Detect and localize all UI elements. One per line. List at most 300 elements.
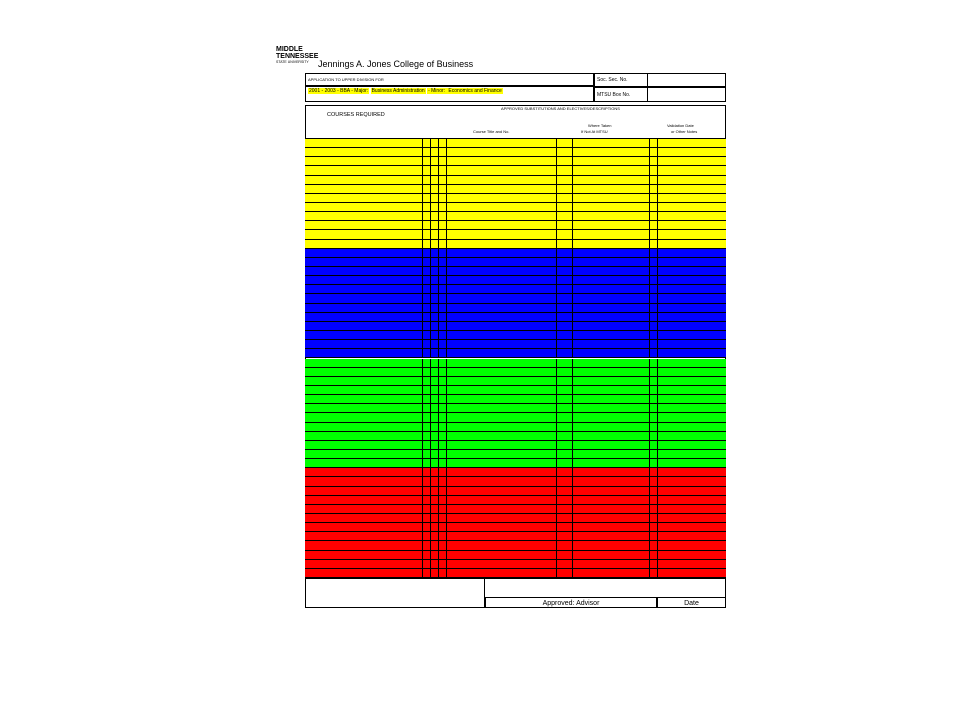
- grid-line: [649, 514, 650, 522]
- grid-line: [446, 322, 447, 330]
- logo-line1: MIDDLE: [276, 46, 303, 53]
- table-row[interactable]: [305, 267, 726, 276]
- grid-line: [572, 496, 573, 504]
- grid-line: [657, 413, 658, 421]
- table-row[interactable]: [305, 212, 726, 221]
- grid-line: [422, 267, 423, 275]
- grid-line: [657, 459, 658, 467]
- grid-line: [556, 496, 557, 504]
- grid-line: [422, 505, 423, 513]
- grid-line: [438, 560, 439, 568]
- grid-line: [657, 395, 658, 403]
- table-row[interactable]: [305, 432, 726, 441]
- grid-line: [556, 477, 557, 485]
- grid-line: [422, 368, 423, 376]
- table-row[interactable]: [305, 551, 726, 560]
- grid-line: [572, 377, 573, 385]
- grid-line: [572, 322, 573, 330]
- grid-line: [572, 294, 573, 302]
- table-row[interactable]: [305, 230, 726, 239]
- grid-line: [438, 258, 439, 266]
- grid-line: [422, 285, 423, 293]
- table-row[interactable]: [305, 304, 726, 313]
- program-prefix: 2001 - 2003 - BBA - Major:: [309, 88, 369, 94]
- grid-line: [422, 322, 423, 330]
- grid-line: [422, 413, 423, 421]
- grid-line: [657, 523, 658, 531]
- table-row[interactable]: [305, 496, 726, 505]
- logo-line2: TENNESSEE: [276, 53, 319, 60]
- table-row[interactable]: [305, 313, 726, 322]
- grid-line: [572, 386, 573, 394]
- grid-line: [657, 560, 658, 568]
- grid-line: [446, 386, 447, 394]
- grid-line: [556, 441, 557, 449]
- table-row[interactable]: [305, 148, 726, 157]
- grid-line: [446, 569, 447, 577]
- grid-line: [422, 395, 423, 403]
- grid-line: [422, 176, 423, 184]
- college-title: Jennings A. Jones College of Business: [318, 59, 474, 69]
- grid-line: [438, 340, 439, 348]
- grid-line: [556, 340, 557, 348]
- grid-line: [649, 532, 650, 540]
- table-row[interactable]: [305, 221, 726, 230]
- grid-line: [556, 157, 557, 165]
- grid-line: [438, 139, 439, 147]
- grid-line: [430, 560, 431, 568]
- grid-line: [572, 560, 573, 568]
- grid-line: [657, 377, 658, 385]
- grid-line: [649, 487, 650, 495]
- grid-line: [572, 194, 573, 202]
- grid-line: [649, 377, 650, 385]
- grid-line: [556, 313, 557, 321]
- grid-line: [556, 514, 557, 522]
- grid-line: [649, 240, 650, 248]
- grid-line: [422, 514, 423, 522]
- grid-line: [572, 340, 573, 348]
- grid-line: [422, 487, 423, 495]
- grid-line: [430, 157, 431, 165]
- box-number-box[interactable]: [594, 87, 726, 102]
- grid-line: [430, 212, 431, 220]
- grid-line: [446, 459, 447, 467]
- grid-line: [556, 560, 557, 568]
- grid-line: [422, 569, 423, 577]
- grid-line: [657, 230, 658, 238]
- grid-line: [649, 194, 650, 202]
- grid-line: [649, 212, 650, 220]
- grid-line: [430, 304, 431, 312]
- grid-line: [438, 496, 439, 504]
- table-row[interactable]: [305, 185, 726, 194]
- grid-line: [430, 166, 431, 174]
- grid-line: [572, 230, 573, 238]
- grid-line: [572, 240, 573, 248]
- grid-line: [657, 304, 658, 312]
- grid-line: [649, 157, 650, 165]
- grid-line: [430, 148, 431, 156]
- grid-line: [438, 386, 439, 394]
- table-row[interactable]: [305, 240, 726, 249]
- table-row[interactable]: [305, 157, 726, 166]
- table-row[interactable]: [305, 532, 726, 541]
- grid-line: [556, 523, 557, 531]
- grid-line: [657, 432, 658, 440]
- grid-line: [649, 185, 650, 193]
- table-row[interactable]: [305, 404, 726, 413]
- grid-line: [430, 395, 431, 403]
- grid-line: [572, 304, 573, 312]
- grid-line: [556, 404, 557, 412]
- grid-line: [657, 468, 658, 476]
- grid-line: [649, 505, 650, 513]
- grid-line: [438, 185, 439, 193]
- grid-line: [657, 240, 658, 248]
- grid-line: [446, 404, 447, 412]
- table-row[interactable]: [305, 322, 726, 331]
- grid-line: [556, 212, 557, 220]
- table-row[interactable]: [305, 203, 726, 212]
- grid-line: [430, 477, 431, 485]
- grid-line: [430, 432, 431, 440]
- grid-line: [657, 487, 658, 495]
- grid-line: [446, 450, 447, 458]
- grid-line: [438, 304, 439, 312]
- grid-line: [422, 194, 423, 202]
- grid-line: [657, 340, 658, 348]
- grid-line: [422, 423, 423, 431]
- grid-line: [438, 322, 439, 330]
- table-row[interactable]: [305, 450, 726, 459]
- grid-line: [446, 304, 447, 312]
- table-row[interactable]: [305, 139, 726, 148]
- minor-label: - Minor:: [428, 88, 447, 94]
- table-row[interactable]: [305, 276, 726, 285]
- grid-line: [556, 541, 557, 549]
- table-row[interactable]: [305, 423, 726, 432]
- grid-line: [422, 477, 423, 485]
- grid-line: [430, 249, 431, 257]
- grid-line: [572, 313, 573, 321]
- grid-line: [572, 331, 573, 339]
- grid-line: [438, 569, 439, 577]
- program-line: [308, 88, 503, 94]
- grid-line: [422, 240, 423, 248]
- grid-line: [556, 240, 557, 248]
- grid-line: [556, 395, 557, 403]
- grid-line: [657, 368, 658, 376]
- grid-line: [572, 166, 573, 174]
- grid-line: [430, 551, 431, 559]
- grid-line: [446, 468, 447, 476]
- grid-line: [430, 331, 431, 339]
- grid-line: [556, 386, 557, 394]
- grid-line: [572, 139, 573, 147]
- grid-line: [556, 377, 557, 385]
- grid-line: [446, 368, 447, 376]
- grid-line: [430, 359, 431, 367]
- grid-line: [657, 139, 658, 147]
- grid-line: [438, 432, 439, 440]
- grid-line: [572, 185, 573, 193]
- table-row[interactable]: [305, 541, 726, 550]
- grid-line: [430, 294, 431, 302]
- table-row[interactable]: [305, 331, 726, 340]
- application-label: APPLICATION TO UPPER DIVISION FOR: [308, 77, 384, 82]
- minor-name: Economics and Finance: [448, 88, 502, 94]
- table-row[interactable]: [305, 514, 726, 523]
- grid-line: [422, 212, 423, 220]
- grid-line: [430, 203, 431, 211]
- grid-line: [438, 532, 439, 540]
- table-row[interactable]: [305, 249, 726, 258]
- grid-line: [422, 221, 423, 229]
- grid-line: [422, 148, 423, 156]
- grid-line: [430, 230, 431, 238]
- grid-line: [572, 249, 573, 257]
- grid-line: [556, 221, 557, 229]
- grid-line: [446, 441, 447, 449]
- grid-line: [438, 240, 439, 248]
- grid-line: [446, 514, 447, 522]
- grid-line: [649, 221, 650, 229]
- table-row[interactable]: [305, 176, 726, 185]
- grid-line: [649, 468, 650, 476]
- grid-line: [649, 404, 650, 412]
- grid-line: [438, 377, 439, 385]
- grid-line: [572, 203, 573, 211]
- grid-line: [446, 212, 447, 220]
- grid-line: [430, 413, 431, 421]
- table-row[interactable]: [305, 194, 726, 203]
- grid-line: [572, 541, 573, 549]
- grid-line: [422, 313, 423, 321]
- grid-line: [657, 185, 658, 193]
- grid-line: [446, 541, 447, 549]
- grid-line: [446, 294, 447, 302]
- table-row[interactable]: [305, 523, 726, 532]
- grid-line: [438, 276, 439, 284]
- grid-line: [422, 441, 423, 449]
- table-row[interactable]: [305, 340, 726, 349]
- grid-line: [422, 541, 423, 549]
- grid-line: [649, 368, 650, 376]
- grid-line: [572, 258, 573, 266]
- grid-line: [649, 560, 650, 568]
- grid-line: [649, 331, 650, 339]
- grid-line: [446, 377, 447, 385]
- grid-line: [556, 413, 557, 421]
- approved-advisor[interactable]: Approved: Advisor: [485, 597, 657, 608]
- grid-line: [422, 166, 423, 174]
- grid-line: [430, 386, 431, 394]
- grid-line: [649, 313, 650, 321]
- grid-line: [422, 523, 423, 531]
- grid-line: [422, 258, 423, 266]
- table-row[interactable]: [305, 166, 726, 175]
- grid-line: [657, 331, 658, 339]
- grid-line: [649, 230, 650, 238]
- table-row[interactable]: [305, 395, 726, 404]
- table-row[interactable]: [305, 468, 726, 477]
- grid-line: [572, 276, 573, 284]
- grid-line: [657, 276, 658, 284]
- grid-line: [657, 194, 658, 202]
- grid-line: [446, 487, 447, 495]
- table-row[interactable]: [305, 569, 726, 578]
- grid-line: [438, 523, 439, 531]
- validation-heading: Validation Date: [667, 123, 694, 128]
- grid-line: [556, 432, 557, 440]
- grid-line: [438, 221, 439, 229]
- approval-date[interactable]: Date: [657, 597, 726, 608]
- grid-line: [556, 304, 557, 312]
- table-row[interactable]: [305, 377, 726, 386]
- grid-line: [572, 157, 573, 165]
- table-row[interactable]: [305, 413, 726, 422]
- grid-line: [446, 413, 447, 421]
- grid-line: [446, 505, 447, 513]
- grid-line: [572, 221, 573, 229]
- grid-line: [649, 441, 650, 449]
- grid-line: [422, 331, 423, 339]
- grid-line: [657, 496, 658, 504]
- grid-line: [422, 203, 423, 211]
- grid-line: [649, 267, 650, 275]
- grid-line: [572, 505, 573, 513]
- grid-line: [572, 423, 573, 431]
- grid-line: [422, 496, 423, 504]
- grid-line: [657, 386, 658, 394]
- table-row[interactable]: [305, 285, 726, 294]
- grid-line: [556, 139, 557, 147]
- grid-line: [446, 230, 447, 238]
- grid-line: [657, 532, 658, 540]
- grid-line: [438, 477, 439, 485]
- course-title-heading: Course Title and No.: [473, 129, 510, 134]
- grid-line: [649, 395, 650, 403]
- table-row[interactable]: [305, 441, 726, 450]
- grid-line: [430, 569, 431, 577]
- grid-line: [446, 523, 447, 531]
- grid-line: [657, 221, 658, 229]
- table-row[interactable]: [305, 349, 726, 358]
- grid-line: [657, 176, 658, 184]
- grid-line: [649, 386, 650, 394]
- grid-line: [438, 505, 439, 513]
- grid-line: [556, 551, 557, 559]
- table-row[interactable]: [305, 368, 726, 377]
- grid-line: [438, 157, 439, 165]
- grid-line: [438, 212, 439, 220]
- grid-line: [446, 432, 447, 440]
- table-row[interactable]: [305, 258, 726, 267]
- grid-line: [430, 459, 431, 467]
- grid-line: [430, 496, 431, 504]
- application-box: [305, 73, 594, 86]
- grid-line: [657, 267, 658, 275]
- grid-line: [649, 294, 650, 302]
- ssn-label: Soc. Sec. No.: [597, 77, 628, 83]
- table-header: [305, 105, 726, 139]
- grid-line: [572, 359, 573, 367]
- where-taken-heading-2: If Not At MTSU: [581, 129, 608, 134]
- grid-line: [572, 441, 573, 449]
- grid-line: [430, 139, 431, 147]
- grid-line: [556, 285, 557, 293]
- grid-line: [649, 496, 650, 504]
- grid-line: [446, 157, 447, 165]
- box-label: MTSU Box No.: [597, 92, 631, 98]
- grid-line: [446, 185, 447, 193]
- grid-line: [446, 148, 447, 156]
- grid-line: [657, 441, 658, 449]
- table-row[interactable]: [305, 459, 726, 468]
- grid-line: [657, 157, 658, 165]
- grid-line: [649, 477, 650, 485]
- grid-line: [438, 413, 439, 421]
- major-name: Business Administration: [371, 88, 425, 94]
- grid-line: [556, 276, 557, 284]
- grid-line: [446, 285, 447, 293]
- grid-line: [430, 487, 431, 495]
- grid-line: [572, 477, 573, 485]
- grid-line: [572, 148, 573, 156]
- grid-line: [438, 230, 439, 238]
- ssn-box[interactable]: [594, 73, 726, 87]
- grid-line: [438, 441, 439, 449]
- grid-line: [422, 560, 423, 568]
- where-taken-heading: Where Taken: [588, 123, 612, 128]
- grid-line: [446, 560, 447, 568]
- grid-line: [422, 459, 423, 467]
- grid-line: [430, 450, 431, 458]
- grid-line: [556, 359, 557, 367]
- table-row[interactable]: [305, 386, 726, 395]
- grid-line: [438, 249, 439, 257]
- grid-line: [438, 331, 439, 339]
- grid-line: [430, 285, 431, 293]
- grid-line: [446, 496, 447, 504]
- grid-line: [556, 166, 557, 174]
- grid-line: [438, 423, 439, 431]
- table-row[interactable]: [305, 560, 726, 569]
- footer-notes: [305, 578, 485, 608]
- grid-line: [649, 459, 650, 467]
- grid-line: [556, 294, 557, 302]
- grid-line: [657, 249, 658, 257]
- table-row[interactable]: [305, 294, 726, 303]
- table-row[interactable]: [305, 477, 726, 486]
- grid-line: [438, 404, 439, 412]
- grid-line: [422, 304, 423, 312]
- grid-line: [422, 139, 423, 147]
- grid-line: [422, 450, 423, 458]
- grid-line: [649, 423, 650, 431]
- logo-line3: STATE UNIVERSITY: [276, 60, 309, 64]
- table-row[interactable]: [305, 505, 726, 514]
- grid-line: [572, 468, 573, 476]
- grid-line: [422, 294, 423, 302]
- grid-line: [446, 477, 447, 485]
- grid-line: [422, 551, 423, 559]
- grid-line: [430, 258, 431, 266]
- table-row[interactable]: [305, 487, 726, 496]
- table-row[interactable]: [305, 359, 726, 368]
- grid-line: [422, 185, 423, 193]
